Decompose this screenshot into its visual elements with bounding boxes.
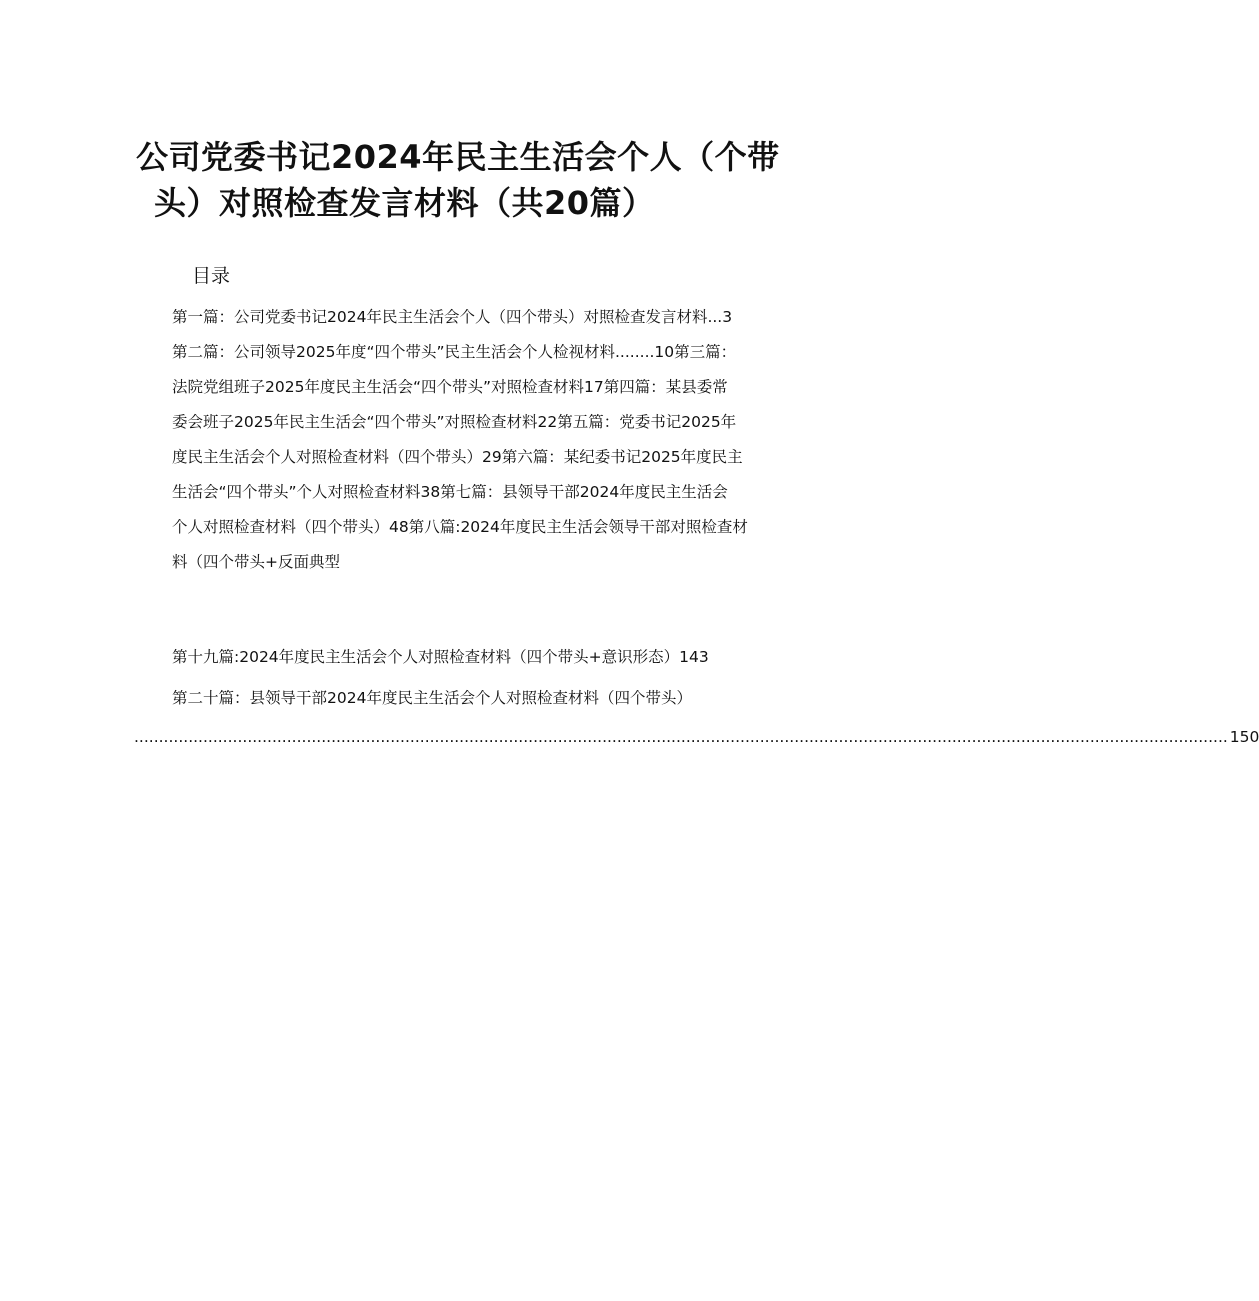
toc-line[interactable]: 生活会“四个带头”个人对照检查材料38第七篇：县领导干部2024年度民主生活会: [172, 483, 728, 501]
toc-entry-20-leader-row: [134, 720, 1259, 755]
toc-entry-19[interactable]: 第十九篇:2024年度民主生活会个人对照检查材料（四个带头+意识形态）143: [172, 648, 709, 666]
dot-leader: ..............................................................................................................................................................................................................................: [134, 728, 1228, 746]
toc-line[interactable]: 第二篇：公司领导2025年度“四个带头”民主生活会个人检视材料........10第三篇：: [172, 343, 737, 361]
toc-line[interactable]: 个人对照检查材料（四个带头）48第八篇:2024年度民主生活会领导干部对照检查材: [172, 518, 748, 536]
document-title: [136, 134, 786, 226]
toc-entry-20[interactable]: 第二十篇：县领导干部2024年度民主生活会个人对照检查材料（四个带头）: [172, 689, 692, 707]
toc-line[interactable]: 度民主生活会个人对照检查材料（四个带头）29第六篇：某纪委书记2025年度民主: [172, 448, 743, 466]
toc-line[interactable]: 法院党组班子2025年度民主生活会“四个带头”对照检查材料17第四篇：某县委常: [172, 378, 728, 396]
toc-line[interactable]: 第一篇：公司党委书记2024年民主生活会个人（四个带头）对照检查发言材料...3: [172, 308, 733, 326]
toc-heading: 目录: [192, 265, 231, 287]
toc-line[interactable]: 委会班子2025年民主生活会“四个带头”对照检查材料22第五篇：党委书记2025年: [172, 413, 737, 431]
toc-line[interactable]: 料（四个带头+反面典型: [172, 553, 340, 571]
toc-entry-20-page-number: 150: [1229, 728, 1259, 746]
toc-entries-block: [172, 300, 796, 580]
title-line-2: 头）对照检查发言材料（共20篇）: [154, 184, 655, 222]
title-line-1: 公司党委书记2024年民主生活会个人（个带: [136, 138, 780, 176]
